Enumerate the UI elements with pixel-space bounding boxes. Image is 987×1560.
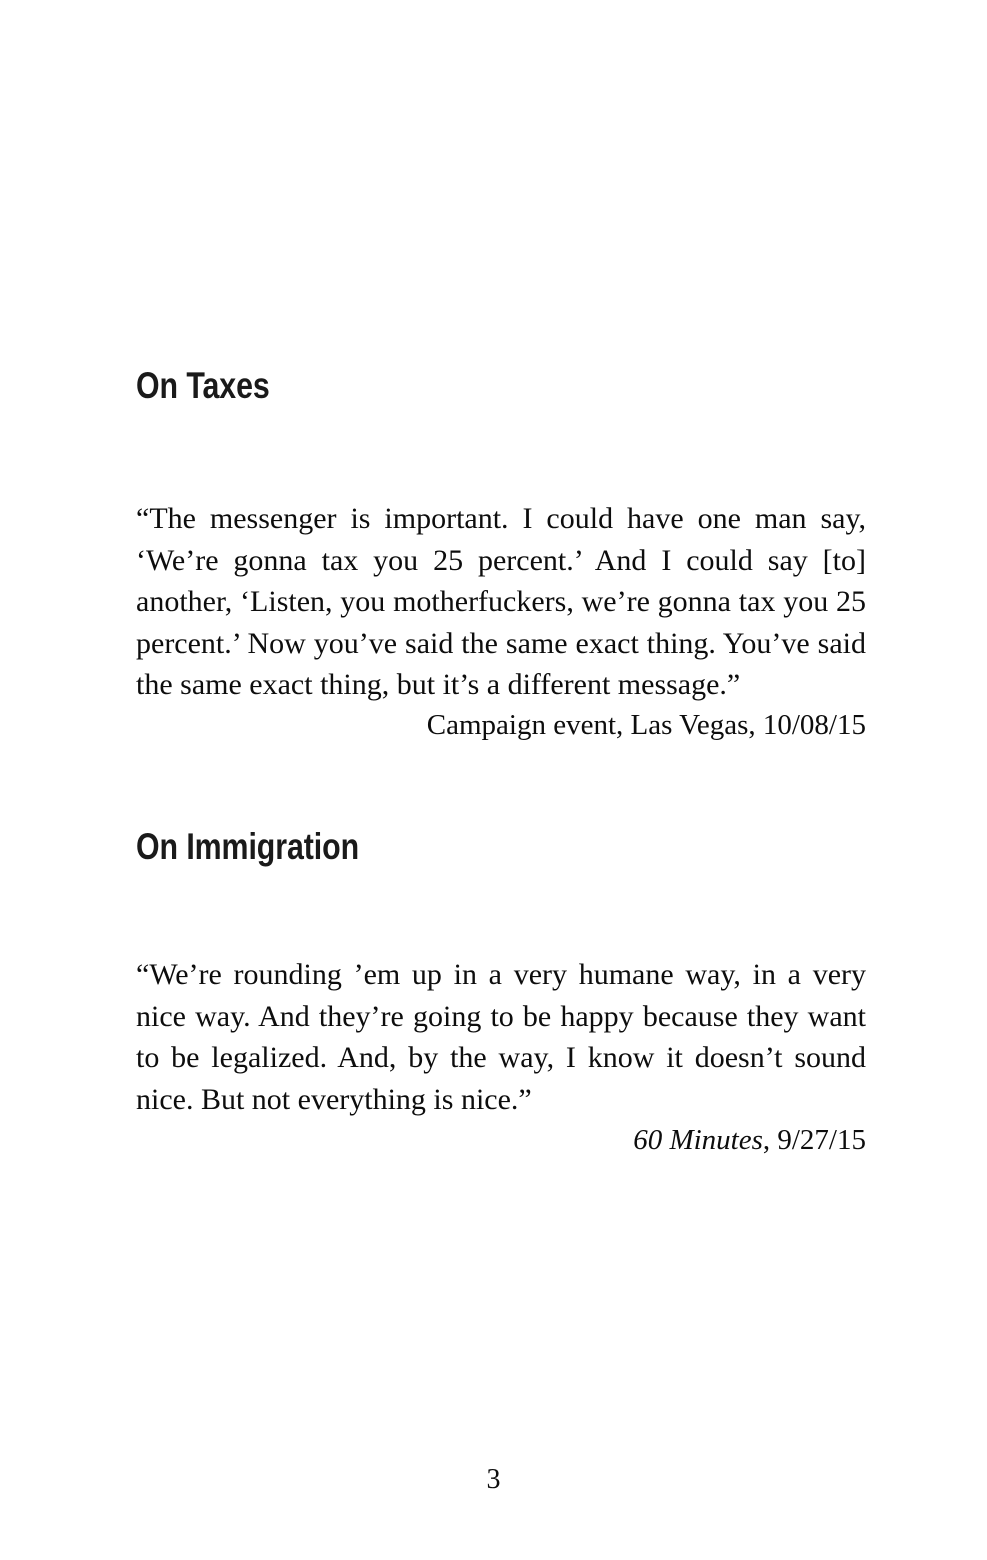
quote-attribution-on-immigration xyxy=(136,1120,866,1160)
attribution-source-italic: 60 Minutes xyxy=(633,1124,763,1156)
section-heading-on-taxes: On Taxes xyxy=(136,365,270,406)
quote-text-on-immigration: “We’re rounding ’em up in a very humane way, in a very nice way. And they’re going to be happy because they want to be legalized. And, by the way, I know it doesn’t sound nice. But not everything is nice.” xyxy=(136,958,866,1116)
section-heading-on-immigration: On Immigration xyxy=(136,826,360,867)
quote-attribution-on-taxes xyxy=(136,705,866,745)
quote-text-on-taxes: “The messenger is important. I could have one man say, ‘We’re gonna tax you 25 percent.’ And I could say [to] another, ‘Listen, you motherfuckers, we’re gonna tax you 25 percent.’ Now you’ve said the same exact thing. You’ve said the same exact thing, but it’s a different message.” xyxy=(136,502,866,701)
attribution-source-plain: Campaign event, Las Vegas, 10/08/15 xyxy=(426,709,866,741)
attribution-source-plain: , 9/27/15 xyxy=(762,1124,866,1156)
page-number: 3 xyxy=(486,1464,501,1495)
